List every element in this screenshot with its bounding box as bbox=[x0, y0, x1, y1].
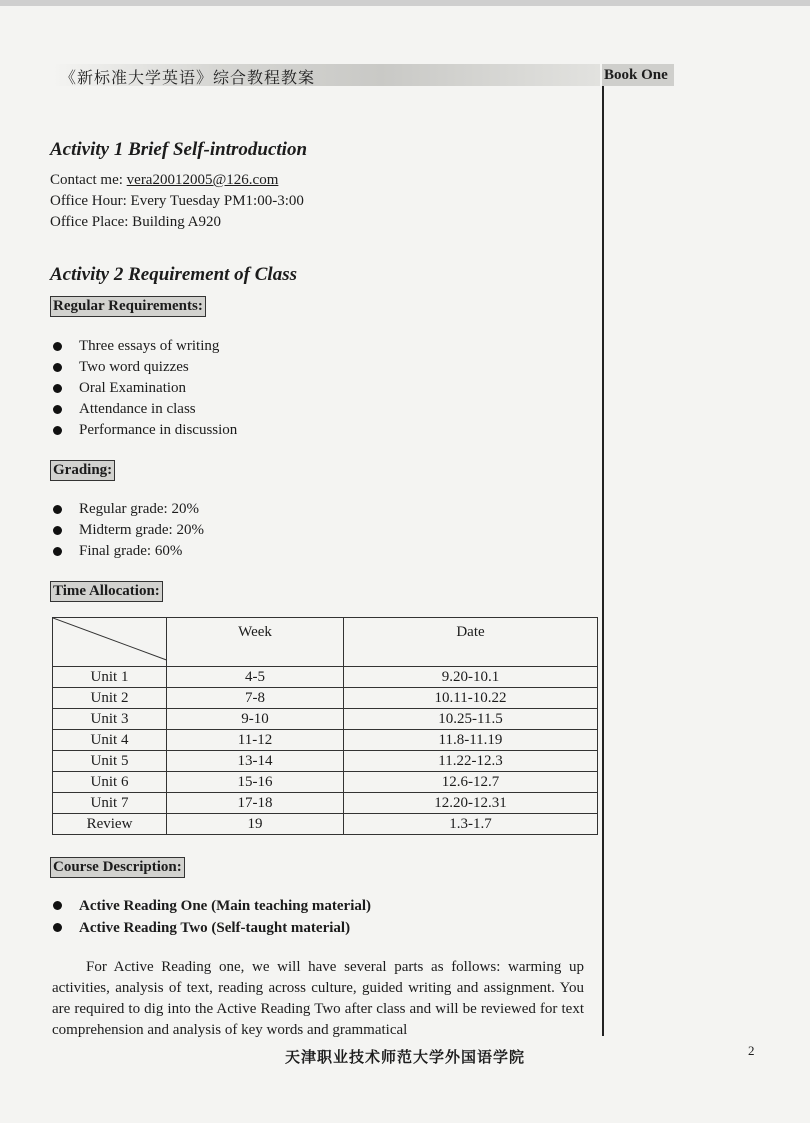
course-description-list bbox=[50, 895, 371, 939]
activity2-heading: Activity 2 Requirement of Class bbox=[50, 264, 297, 285]
date-cell: 9.20-10.1 bbox=[344, 667, 598, 688]
bullet-icon bbox=[53, 342, 62, 351]
diagonal-line bbox=[53, 618, 166, 662]
list-item: Active Reading One (Main teaching material) bbox=[50, 895, 371, 917]
date-cell: 1.3-1.7 bbox=[344, 814, 598, 835]
week-cell: 17-18 bbox=[167, 793, 344, 814]
bullet-icon bbox=[53, 505, 62, 514]
date-cell: 12.20-12.31 bbox=[344, 793, 598, 814]
list-item: Midterm grade: 20% bbox=[50, 520, 204, 541]
date-cell: 11.22-12.3 bbox=[344, 751, 598, 772]
table-row bbox=[53, 730, 598, 751]
bullet-icon bbox=[53, 526, 62, 535]
date-cell: 10.25-11.5 bbox=[344, 709, 598, 730]
diagonal-header-cell bbox=[53, 618, 167, 667]
list-item: Final grade: 60% bbox=[50, 541, 204, 562]
table-row bbox=[53, 709, 598, 730]
grading-list bbox=[50, 499, 204, 562]
unit-cell: Unit 6 bbox=[53, 772, 167, 793]
contact-email-link[interactable]: vera20012005@126.com bbox=[126, 172, 279, 188]
list-item: Regular grade: 20% bbox=[50, 499, 204, 520]
header-week: Week bbox=[167, 618, 344, 667]
office-place: Office Place: Building A920 bbox=[50, 214, 221, 230]
week-cell: 13-14 bbox=[167, 751, 344, 772]
page-number: 2 bbox=[748, 1043, 755, 1058]
list-item: Two word quizzes bbox=[50, 357, 237, 378]
bullet-icon bbox=[53, 901, 62, 910]
list-item: Active Reading Two (Self-taught material) bbox=[50, 917, 371, 939]
list-item: Performance in discussion bbox=[50, 420, 237, 441]
week-cell: 7-8 bbox=[167, 688, 344, 709]
week-cell: 9-10 bbox=[167, 709, 344, 730]
table-row bbox=[53, 772, 598, 793]
activity1-heading: Activity 1 Brief Self-introduction bbox=[50, 139, 308, 160]
date-cell: 10.11-10.22 bbox=[344, 688, 598, 709]
week-cell: 4-5 bbox=[167, 667, 344, 688]
bullet-icon bbox=[53, 405, 62, 414]
list-item: Attendance in class bbox=[50, 399, 237, 420]
bullet-icon bbox=[53, 363, 62, 372]
date-cell: 12.6-12.7 bbox=[344, 772, 598, 793]
time-allocation-label: Time Allocation: bbox=[50, 581, 163, 602]
table-row bbox=[53, 814, 598, 835]
unit-cell: Unit 4 bbox=[53, 730, 167, 751]
unit-cell: Unit 1 bbox=[53, 667, 167, 688]
office-hour: Office Hour: Every Tuesday PM1:00-3:00 bbox=[50, 193, 304, 209]
page-top-edge bbox=[0, 0, 810, 6]
header-book-label: Book One bbox=[602, 64, 674, 86]
margin-rule bbox=[602, 86, 604, 1036]
footer-institution: 天津职业技术师范大学外国语学院 bbox=[284, 1048, 525, 1066]
grading-label: Grading: bbox=[50, 460, 115, 481]
header-date: Date bbox=[344, 618, 598, 667]
time-allocation-table bbox=[52, 617, 598, 835]
week-cell: 15-16 bbox=[167, 772, 344, 793]
contact-label: Contact me: bbox=[50, 172, 127, 188]
course-paragraph: For Active Reading one, we will have several parts as follows: warming up activities, analysis of text, reading across culture, guided writing and assignment. You are required to dig into the Active Reading Two after class and will be reviewed for text comprehension and analysis of key words and grammatical bbox=[52, 959, 584, 1038]
list-item: Oral Examination bbox=[50, 378, 237, 399]
unit-cell: Unit 7 bbox=[53, 793, 167, 814]
contact-line bbox=[50, 172, 278, 189]
week-cell: 11-12 bbox=[167, 730, 344, 751]
table-header-row bbox=[53, 618, 598, 667]
course-description-label: Course Description: bbox=[50, 857, 185, 878]
table-row bbox=[53, 793, 598, 814]
regular-requirements-label: Regular Requirements: bbox=[50, 296, 206, 317]
table-row bbox=[53, 751, 598, 772]
header-title: 《新标准大学英语》综合教程教案 bbox=[60, 68, 316, 87]
table-row bbox=[53, 667, 598, 688]
list-item: Three essays of writing bbox=[50, 336, 237, 357]
bullet-icon bbox=[53, 426, 62, 435]
unit-cell: Review bbox=[53, 814, 167, 835]
unit-cell: Unit 5 bbox=[53, 751, 167, 772]
bullet-icon bbox=[53, 923, 62, 932]
week-cell: 19 bbox=[167, 814, 344, 835]
date-cell: 11.8-11.19 bbox=[344, 730, 598, 751]
unit-cell: Unit 3 bbox=[53, 709, 167, 730]
unit-cell: Unit 2 bbox=[53, 688, 167, 709]
table-row bbox=[53, 688, 598, 709]
bullet-icon bbox=[53, 384, 62, 393]
regular-requirements-list bbox=[50, 336, 237, 441]
bullet-icon bbox=[53, 547, 62, 556]
